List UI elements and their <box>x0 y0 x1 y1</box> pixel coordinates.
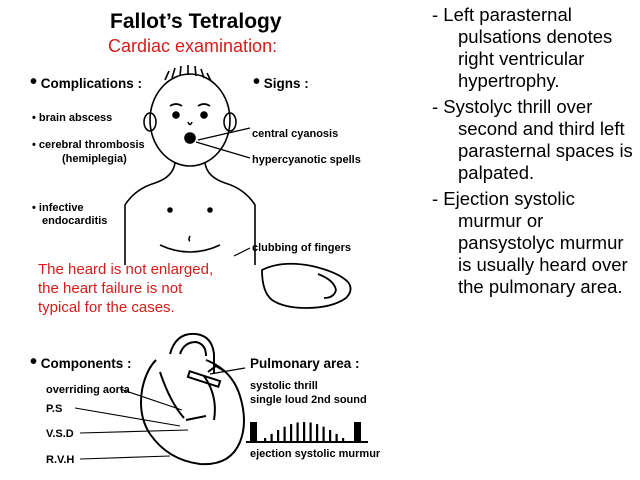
complication-item: • infective <box>32 202 84 214</box>
heart-note <box>38 260 268 317</box>
complication-item-detail: (hemiplegia) <box>62 153 127 165</box>
signs-heading: • Signs : <box>253 71 309 93</box>
components-heading: • Components : <box>30 351 132 373</box>
pulmonary-area-heading: Pulmonary area : <box>250 356 360 371</box>
complication-item-detail: endocarditis <box>42 215 108 227</box>
murmur-spike <box>297 423 299 443</box>
component-vsd: V.S.D <box>46 428 74 440</box>
bullet-icon: • <box>253 71 261 93</box>
bullet-icon: • <box>30 351 38 373</box>
hand-illustration <box>262 264 351 308</box>
murmur-spike <box>303 422 305 442</box>
component-overriding-aorta: overriding aorta <box>46 384 130 396</box>
finding-item: - Systolyc thrill over second and third left parasternal spaces is palpated. <box>432 96 633 183</box>
murmur-spike <box>329 430 331 442</box>
murmur-spike <box>284 427 286 442</box>
finding-item: - Left parasternal pulsations denotes right ventricular hypertrophy. <box>432 4 613 91</box>
pulmonary-line: single loud 2nd sound <box>250 394 367 406</box>
figure-title: Fallot’s Tetralogy <box>110 10 282 33</box>
murmur-spike <box>323 427 325 442</box>
sign-central-cyanosis: central cyanosis <box>252 128 339 140</box>
pulmonary-line: systolic thrill <box>250 380 318 392</box>
murmur-spike <box>271 434 273 442</box>
heart-illustration <box>141 334 245 464</box>
sign-clubbing: clubbing of fingers <box>252 242 351 254</box>
complication-item: • cerebral thrombosis <box>32 139 145 151</box>
bullet-icon: • <box>30 71 38 93</box>
finding-item: - Ejection systolic murmur or pansystolyc murmur is usually heard over the pulmonary area. <box>432 188 628 297</box>
murmur-spike <box>336 434 338 442</box>
component-rvh: R.V.H <box>46 454 75 466</box>
note-line: typical for the cases. <box>38 299 175 316</box>
complications-heading: • Complications : <box>30 71 143 93</box>
sign-hypercyanotic-spells: hypercyanotic spells <box>252 154 361 166</box>
phonocardiogram <box>246 422 368 442</box>
child-illustration <box>125 65 255 265</box>
murmur-spike <box>264 438 266 442</box>
murmur-spike <box>310 423 312 443</box>
clinical-findings-list <box>432 4 637 298</box>
cardiac-examination-heading: Cardiac examination: <box>108 36 278 56</box>
component-ps: P.S <box>46 403 63 415</box>
note-line: The heard is not enlarged, <box>38 261 214 278</box>
murmur-spike <box>342 438 344 442</box>
note-line: the heart failure is not <box>38 280 183 297</box>
murmur-spike <box>316 424 318 442</box>
complication-item: • brain abscess <box>32 112 113 124</box>
murmur-spike <box>290 424 292 442</box>
murmur-caption: ejection systolic murmur <box>250 448 381 460</box>
murmur-spike <box>277 430 279 442</box>
